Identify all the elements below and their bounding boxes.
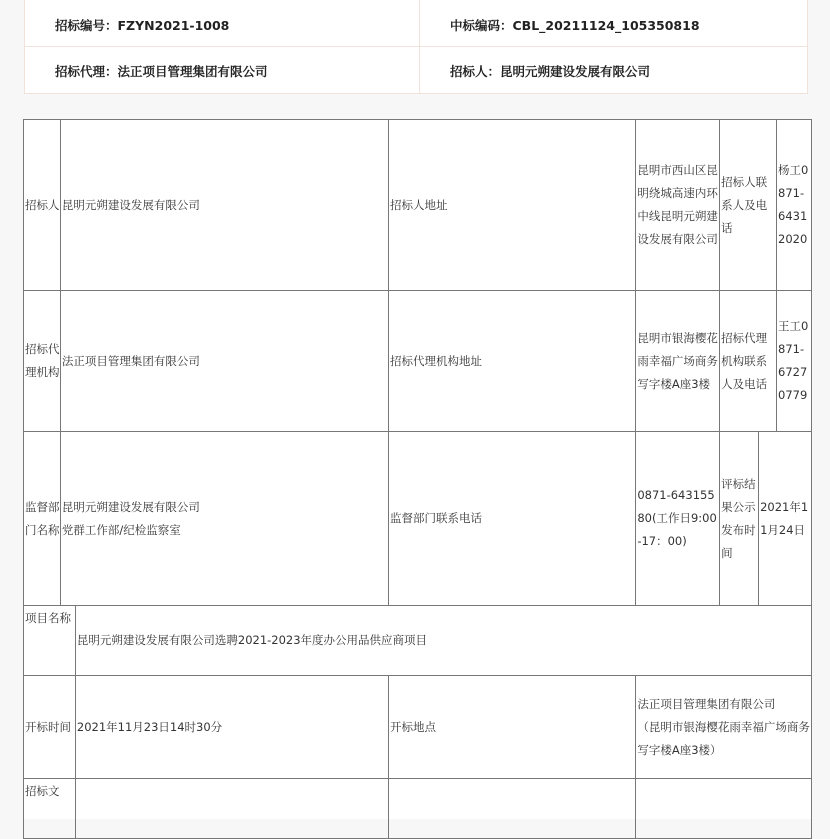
cell-empty xyxy=(389,779,636,839)
supervisor-name-line2: 党群工作部/纪检监察室 xyxy=(61,522,181,537)
notice-document xyxy=(23,119,812,819)
cell-label: 监督部门联系电话 xyxy=(389,432,636,606)
tenderer: 招标人：昆明元朔建设发展有限公司 xyxy=(450,64,651,79)
cell-label: 监督部门名称 xyxy=(24,432,61,606)
win-code: 中标编码：CBL_20211124_105350818 xyxy=(450,18,700,33)
table-row xyxy=(24,432,812,606)
cell-agent-contact: 王工0871-67270779 xyxy=(777,291,812,432)
cell-empty xyxy=(636,779,812,839)
cell-project-name: 昆明元朔建设发展有限公司选聘2021-2023年度办公用品供应商项目 xyxy=(75,606,811,676)
table-row xyxy=(24,779,812,839)
table-row xyxy=(24,676,812,779)
cell-label: 招标代理机构 xyxy=(24,291,61,432)
cell-label: 项目名称 xyxy=(24,606,76,676)
bid-number: 招标编号：FZYN2021-1008 xyxy=(55,18,230,33)
opening-place-line2: （昆明市银海樱花雨幸福广场商务写字楼A座3楼） xyxy=(637,719,810,757)
agent: 招标代理：法正项目管理集团有限公司 xyxy=(55,64,268,79)
cell-opening-time: 2021年11月23日14时30分 xyxy=(75,676,388,779)
cell-tenderer-address: 昆明市西山区昆明绕城高速内环中线昆明元朔建设发展有限公司 xyxy=(636,120,720,291)
bid-summary-card xyxy=(24,0,808,94)
cell-empty xyxy=(75,779,388,839)
cell-opening-place xyxy=(636,676,812,779)
cell-agent-name: 法正项目管理集团有限公司 xyxy=(60,291,388,432)
cell-supervisor-phone: 0871-64315580(工作日9:00-17：00) xyxy=(636,432,720,606)
cell-tenderer-contact: 杨工0871-64312020 xyxy=(777,120,812,291)
cell-publish-date: 2021年11月24日 xyxy=(759,432,812,606)
cell-label: 招标人 xyxy=(24,120,61,291)
table-row xyxy=(24,120,812,291)
cell-label: 招标代理机构联系人及电话 xyxy=(720,291,777,432)
cell-label: 招标人联系人及电话 xyxy=(720,120,777,291)
cell-label: 招标人地址 xyxy=(389,120,636,291)
cell-label: 评标结果公示发布时间 xyxy=(720,432,759,606)
cell-label: 开标地点 xyxy=(389,676,636,779)
summary-divider-horizontal xyxy=(25,46,807,47)
supervisor-name-line1: 昆明元朔建设发展有限公司 xyxy=(61,499,200,514)
cell-label: 招标代理机构地址 xyxy=(389,291,636,432)
cell-tenderer-name: 昆明元朔建设发展有限公司 xyxy=(60,120,388,291)
bid-info-table xyxy=(23,119,812,839)
opening-place-line1: 法正项目管理集团有限公司 xyxy=(637,696,776,711)
cell-agent-address: 昆明市银海樱花雨幸福广场商务写字楼A座3楼 xyxy=(636,291,720,432)
cell-label: 招标文 xyxy=(24,779,76,839)
cell-supervisor-name xyxy=(60,432,388,606)
table-row xyxy=(24,606,812,676)
cell-label: 开标时间 xyxy=(24,676,76,779)
table-row xyxy=(24,291,812,432)
